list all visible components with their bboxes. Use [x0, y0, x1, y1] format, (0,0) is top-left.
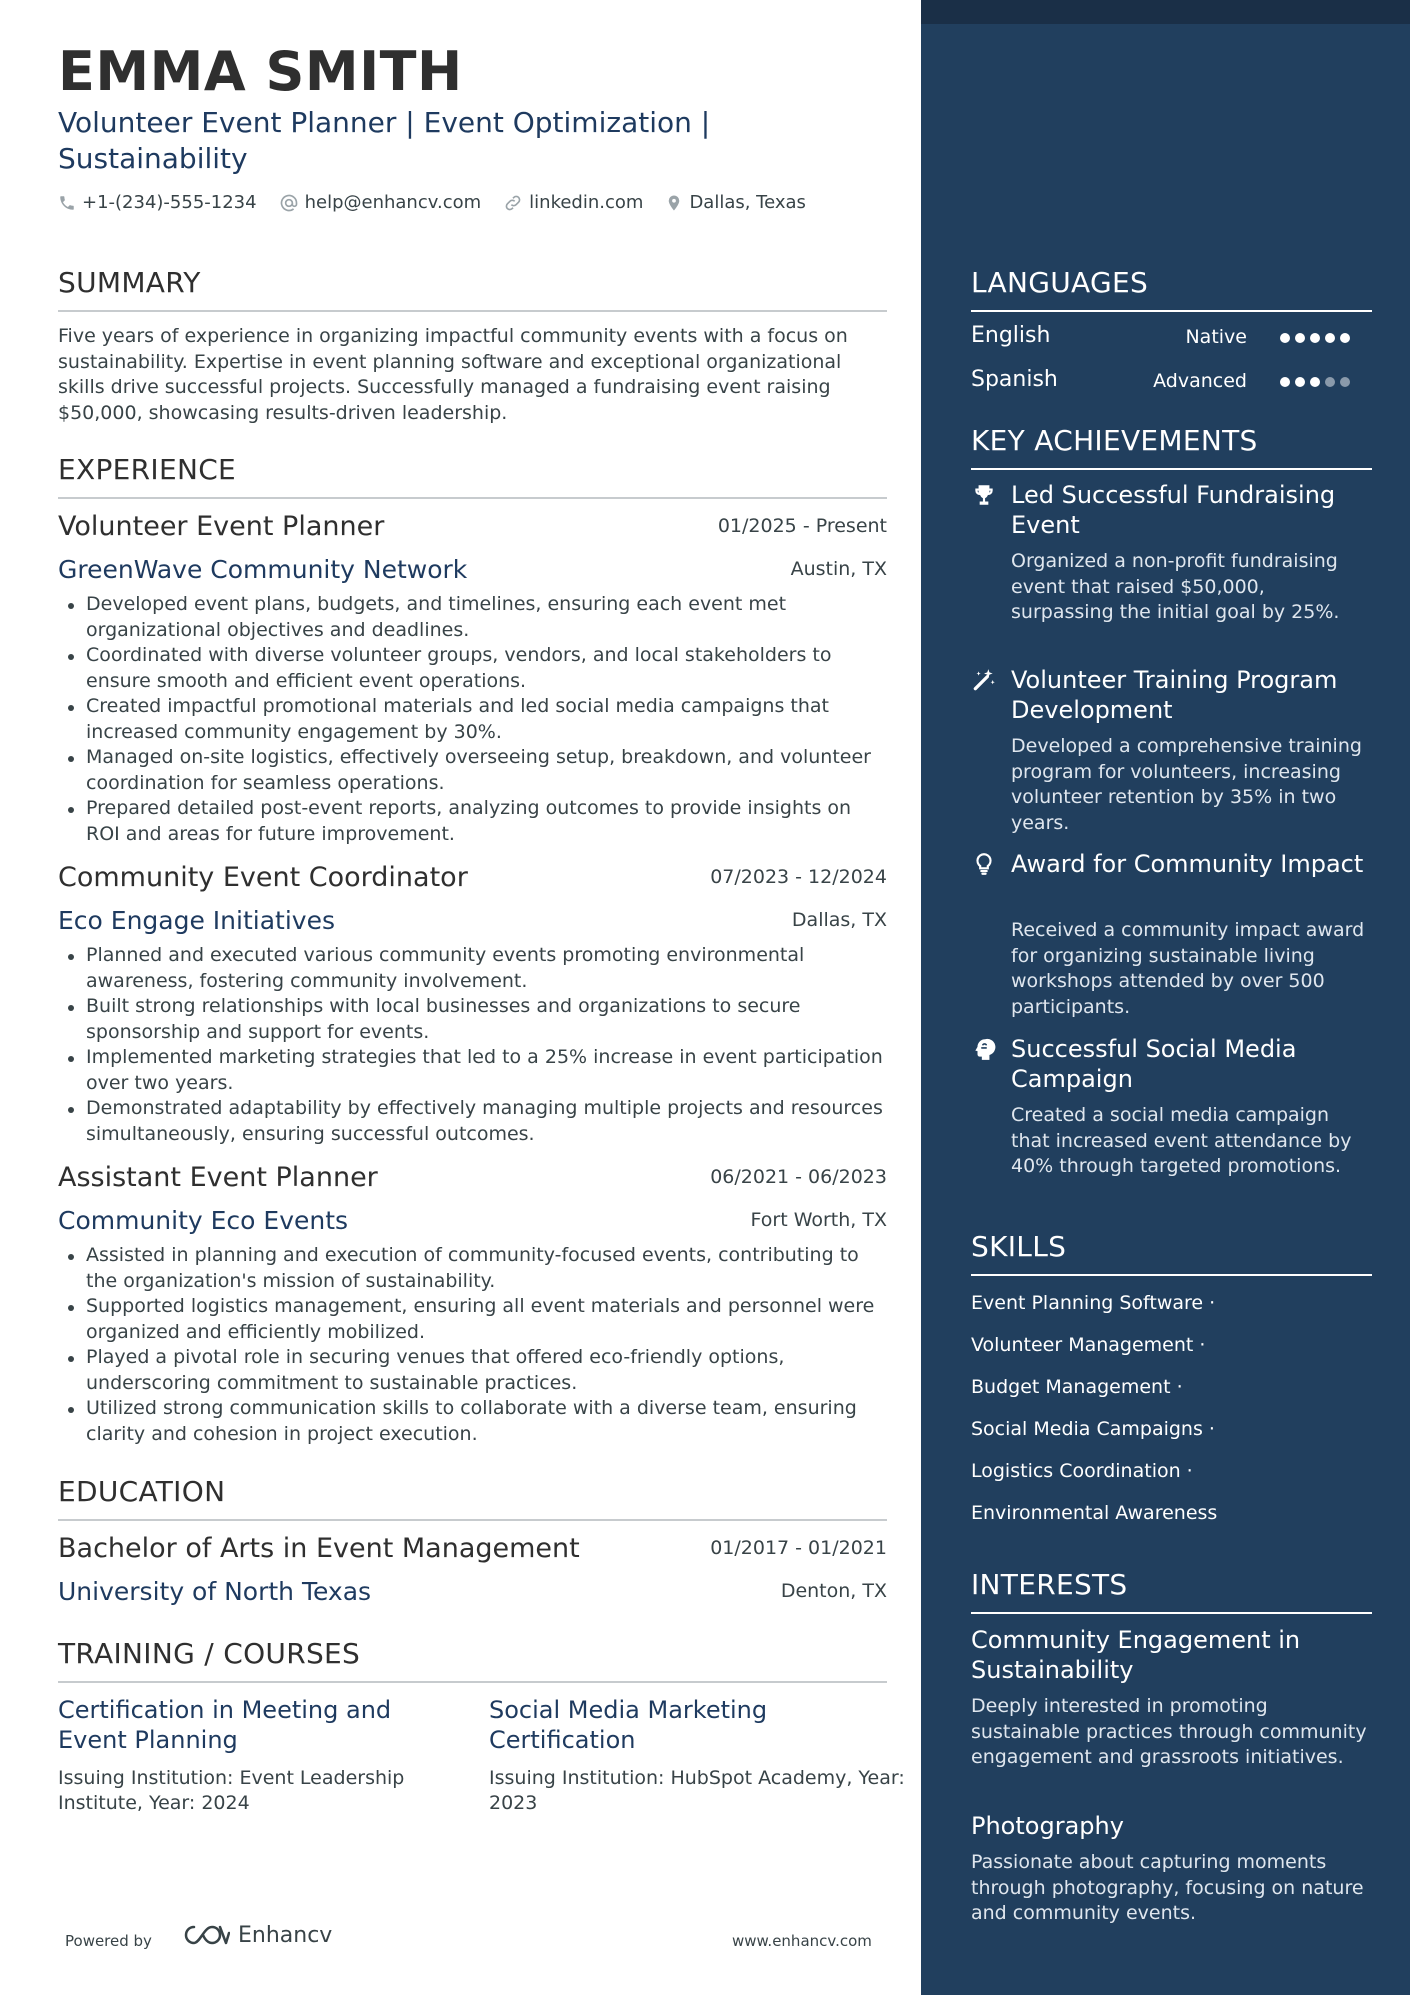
job-title: Community Event Coordinator	[58, 862, 468, 893]
bullet-item: Developed event plans, budgets, and timelines, ensuring each event met organizational objectives and deadlines.	[58, 592, 887, 643]
contact-phone-text: +1-(234)-555-1234	[82, 192, 257, 213]
skill-item: Volunteer Management ·	[971, 1334, 1206, 1356]
summary-heading: SUMMARY	[58, 266, 887, 312]
job-dates: 07/2023 - 12/2024	[710, 866, 887, 888]
language-rating	[1280, 377, 1355, 387]
job-company: GreenWave Community Network	[58, 555, 468, 584]
bullet-item: Planned and executed various community events promoting environmental awareness, fostering community involvement.	[58, 943, 887, 994]
enhancv-logo[interactable]	[182, 1922, 332, 1948]
job-bullets	[58, 592, 887, 847]
contact-location	[665, 192, 806, 213]
rating-dot-filled	[1310, 377, 1320, 387]
job-dates: 01/2025 - Present	[717, 515, 887, 537]
skill-item: Event Planning Software ·	[971, 1292, 1216, 1314]
rating-dot-filled	[1280, 333, 1290, 343]
link-icon	[503, 193, 523, 213]
bullet-item: Managed on-site logistics, effectively overseeing setup, breakdown, and volunteer coordination for seamless operations.	[58, 745, 887, 796]
contact-email[interactable]	[279, 192, 482, 213]
achievement-desc: Developed a comprehensive training program for volunteers, increasing volunteer retention by 35% in two years.	[1011, 735, 1362, 834]
wand-icon	[971, 667, 997, 693]
bullet-item: Prepared detailed post-event reports, analyzing outcomes to provide insights on ROI and areas for future improvement.	[58, 796, 887, 847]
job-location: Fort Worth, TX	[750, 1209, 887, 1231]
enhancv-logo-icon	[182, 1922, 230, 1948]
rating-dot-filled	[1295, 333, 1305, 343]
bullet-item: Supported logistics management, ensuring all event materials and personnel were organized and efficiently mobilized.	[58, 1294, 887, 1345]
job-location: Austin, TX	[790, 558, 887, 580]
location-pin-icon	[665, 193, 683, 213]
bullet-item: Played a pivotal role in securing venues that offered eco-friendly options, underscoring commitment to sustainable practices.	[58, 1345, 887, 1396]
skills-heading: SKILLS	[971, 1230, 1372, 1276]
contact-linkedin-text: linkedin.com	[529, 192, 644, 213]
achievement-desc: Organized a non-profit fundraising event that raised $50,000, surpassing the initial goal by 25%.	[1011, 550, 1340, 623]
bullet-item: Demonstrated adaptability by effectively managing multiple projects and resources simultaneously, ensuring successful outcomes.	[58, 1096, 887, 1147]
brain-icon	[971, 1036, 997, 1062]
skill-item: Logistics Coordination ·	[971, 1460, 1193, 1482]
contact-email-text: help@enhancv.com	[304, 192, 482, 213]
achievement-title: Successful Social Media Campaign	[1011, 1035, 1297, 1093]
education-dates: 01/2017 - 01/2021	[710, 1537, 887, 1559]
achievement-desc: Created a social media campaign that increased event attendance by 40% through targeted promotions.	[1011, 1104, 1352, 1177]
summary-text: Five years of experience in organizing impactful community events with a focus on sustainability. Expertise in event planning software and exceptional organizational skills drive successful projects. Successfully managed a fundraising event raising $50,000, showcasing results-driven leadership.	[58, 325, 848, 424]
interest-desc: Passionate about capturing moments through photography, focusing on nature and community events.	[971, 1851, 1364, 1924]
achievement-title: Volunteer Training Program Development	[1011, 666, 1338, 724]
contact-linkedin[interactable]	[503, 192, 643, 213]
school-location: Denton, TX	[780, 1580, 887, 1602]
course-desc: Issuing Institution: Event Leadership Institute, Year: 2024	[58, 1767, 405, 1814]
trophy-icon	[971, 482, 997, 508]
enhancv-brand-text: Enhancv	[238, 1922, 333, 1948]
bullet-item: Implemented marketing strategies that led to a 25% increase in event participation over two years.	[58, 1045, 887, 1096]
job-location: Dallas, TX	[791, 909, 887, 931]
language-level: Native	[1185, 326, 1247, 348]
rating-dot-empty	[1340, 377, 1350, 387]
job-bullets	[58, 1243, 887, 1447]
bullet-item: Assisted in planning and execution of community-focused events, contributing to the organization's mission of sustainability.	[58, 1243, 887, 1294]
interest-title: Photography	[971, 1812, 1124, 1840]
sidebar	[921, 0, 1410, 1995]
bullet-item: Coordinated with diverse volunteer groups, vendors, and local stakeholders to ensure smooth and efficient event operations.	[58, 643, 887, 694]
rating-dot-filled	[1340, 333, 1350, 343]
job-company: Community Eco Events	[58, 1206, 349, 1235]
education-heading: EDUCATION	[58, 1475, 887, 1521]
language-name: English	[971, 323, 1051, 348]
contact-location-text: Dallas, Texas	[689, 192, 806, 213]
job-dates: 06/2021 - 06/2023	[710, 1166, 887, 1188]
sidebar-top-band	[921, 0, 1410, 24]
job-company: Eco Engage Initiatives	[58, 906, 335, 935]
languages-heading: LANGUAGES	[971, 266, 1372, 312]
language-rating	[1280, 333, 1355, 343]
degree-title: Bachelor of Arts in Event Management	[58, 1533, 580, 1564]
language-level: Advanced	[1153, 370, 1247, 392]
phone-icon	[58, 194, 76, 212]
course-desc: Issuing Institution: HubSpot Academy, Year: 2023	[489, 1767, 905, 1814]
contact-bar	[58, 192, 828, 213]
bullet-item: Created impactful promotional materials and led social media campaigns that increased community engagement by 30%.	[58, 694, 887, 745]
interest-desc: Deeply interested in promoting sustainable practices through community engagement and grassroots initiatives.	[971, 1695, 1367, 1768]
achievement-desc: Received a community impact award for organizing sustainable living workshops attended by over 500 participants.	[1011, 919, 1365, 1018]
experience-heading: EXPERIENCE	[58, 453, 887, 499]
job-title: Volunteer Event Planner	[58, 511, 385, 542]
job-title: Assistant Event Planner	[58, 1162, 378, 1193]
contact-phone[interactable]	[58, 192, 257, 213]
skill-item: Social Media Campaigns ·	[971, 1418, 1215, 1440]
rating-dot-empty	[1325, 377, 1335, 387]
job-bullets	[58, 943, 887, 1147]
rating-dot-filled	[1280, 377, 1290, 387]
lightbulb-icon	[971, 851, 997, 877]
at-icon	[279, 193, 299, 213]
rating-dot-filled	[1310, 333, 1320, 343]
school-name: University of North Texas	[58, 1577, 372, 1606]
candidate-name: EMMA SMITH	[58, 40, 463, 103]
rating-dot-filled	[1295, 377, 1305, 387]
interest-title: Community Engagement in Sustainability	[971, 1626, 1301, 1684]
candidate-title: Volunteer Event Planner | Event Optimization | Sustainability	[58, 106, 711, 175]
training-heading: TRAINING / COURSES	[58, 1637, 887, 1683]
skill-item: Environmental Awareness	[971, 1502, 1218, 1524]
achievement-title: Award for Community Impact	[1011, 850, 1364, 878]
footer-url[interactable]: www.enhancv.com	[732, 1932, 872, 1950]
bullet-item: Utilized strong communication skills to collaborate with a diverse team, ensuring clarity and cohesion in project execution.	[58, 1396, 887, 1447]
bullet-item: Built strong relationships with local businesses and organizations to secure sponsorship and support for events.	[58, 994, 887, 1045]
language-name: Spanish	[971, 367, 1058, 392]
interests-heading: INTERESTS	[971, 1568, 1372, 1614]
powered-by-text: Powered by	[65, 1932, 152, 1950]
course-title: Social Media Marketing Certification	[489, 1696, 768, 1754]
skill-item: Budget Management ·	[971, 1376, 1183, 1398]
achievements-heading: KEY ACHIEVEMENTS	[971, 424, 1372, 470]
course-title: Certification in Meeting and Event Planning	[58, 1696, 392, 1754]
rating-dot-filled	[1325, 333, 1335, 343]
achievement-title: Led Successful Fundraising Event	[1011, 481, 1336, 539]
